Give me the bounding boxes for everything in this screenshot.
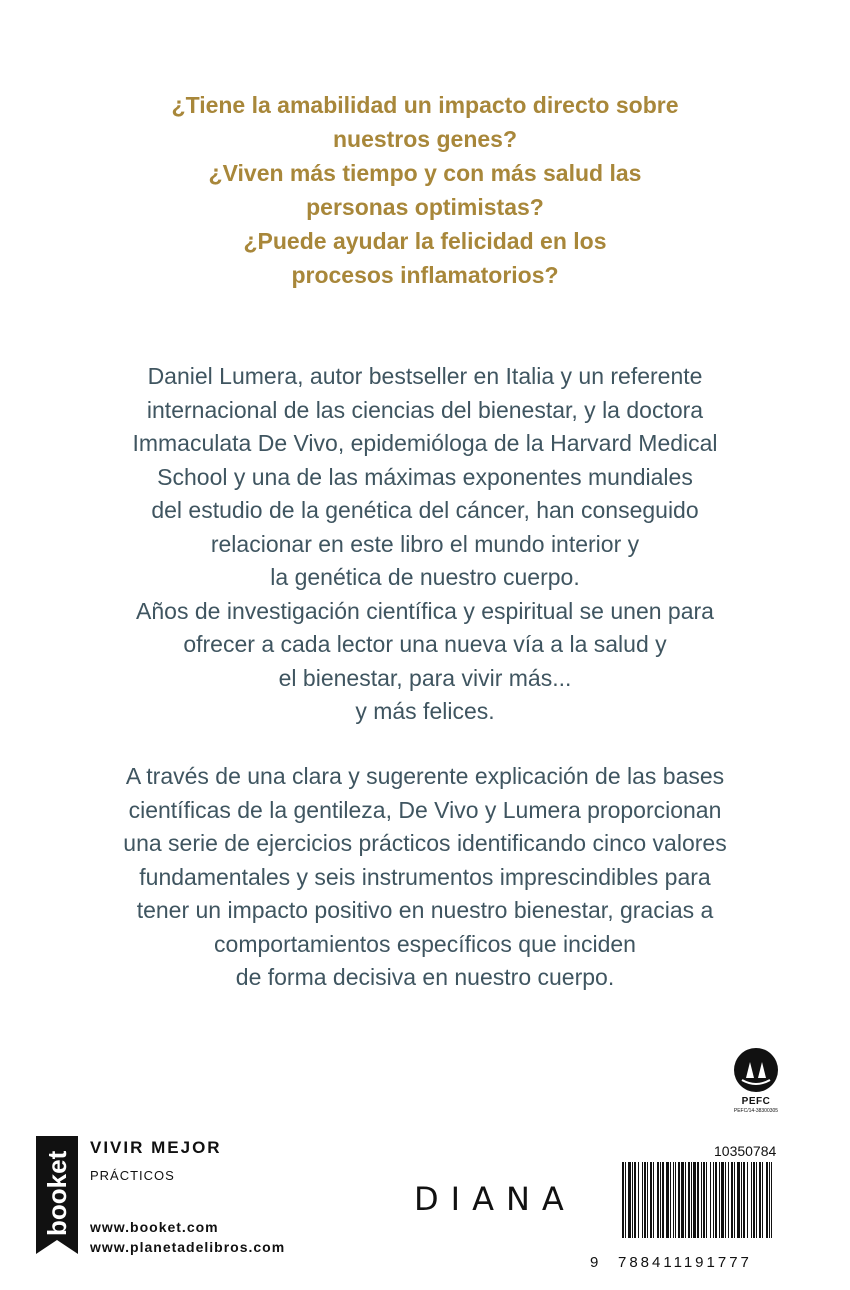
text-line: y más felices.	[355, 698, 495, 724]
text-line: internacional de las ciencias del bienestar, y la doctora	[146, 396, 704, 423]
question-line: nuestros genes?	[332, 126, 518, 152]
barcode-bar	[713, 1162, 714, 1238]
text-line: ofrecer a cada lector una nueva vía a la salud y	[183, 631, 667, 657]
barcode-bar	[756, 1162, 757, 1238]
barcode-bar	[728, 1162, 729, 1238]
barcode-bar	[681, 1162, 684, 1238]
barcode-bar	[622, 1162, 624, 1238]
barcode-bar	[710, 1162, 711, 1238]
pefc-certification-logo	[728, 1048, 784, 1114]
barcode-bar	[675, 1162, 676, 1238]
barcode-bar	[650, 1162, 652, 1238]
barcode-bar	[644, 1162, 646, 1238]
text-line: comportamientos específicos que inciden	[214, 930, 636, 957]
text-line: fundamentales y seis instrumentos imprescindibles para	[139, 863, 711, 890]
barcode-bar	[743, 1162, 745, 1238]
text-line: tener un impacto positivo en nuestro bienestar, gracias a	[136, 897, 714, 923]
booket-logo-text: booket	[42, 1150, 72, 1236]
barcode-bar	[662, 1162, 664, 1238]
text-line: relacionar en este libro el mundo interior y	[210, 530, 640, 557]
barcode-bar	[638, 1162, 639, 1238]
question-line: ¿Tiene la amabilidad un impacto directo sobre	[171, 92, 679, 118]
barcode-bar	[642, 1162, 643, 1238]
back-cover-questions	[0, 88, 850, 292]
booket-url: www.booket.com	[90, 1219, 219, 1235]
text-line: científicas de la gentileza, De Vivo y Lumera proporcionan	[128, 796, 722, 823]
question-line: procesos inflamatorios?	[291, 262, 559, 288]
barcode-bar	[634, 1162, 636, 1238]
barcode-bar	[647, 1162, 648, 1238]
barcode-bar	[751, 1162, 752, 1238]
barcode-bar	[691, 1162, 692, 1238]
barcode-bar	[721, 1162, 724, 1238]
isbn-digits: 788411191777	[618, 1254, 752, 1271]
text-line: School y una de las máximas exponentes mundiales	[157, 463, 693, 490]
barcode-bar	[759, 1162, 761, 1238]
barcode-bar	[693, 1162, 696, 1238]
barcode-bar	[625, 1162, 626, 1238]
pefc-label: PEFC	[741, 1096, 771, 1107]
barcode-bar	[706, 1162, 707, 1238]
barcode-bar	[769, 1162, 770, 1238]
barcode-bar	[653, 1162, 654, 1238]
text-line: Immaculata De Vivo, epidemióloga de la Harvard Medical	[132, 430, 718, 456]
text-line: del estudio de la genética del cáncer, han conseguido	[151, 497, 699, 523]
text-line: de forma decisiva en nuestro cuerpo.	[235, 964, 615, 990]
question-line: ¿Viven más tiempo y con más salud las	[208, 160, 642, 186]
barcode-bars	[622, 1162, 772, 1238]
series-subtitle: PRÁCTICOS	[90, 1168, 175, 1183]
barcode-bar	[673, 1162, 674, 1238]
booket-logo	[34, 1136, 78, 1254]
barcode-bar	[697, 1162, 699, 1238]
barcode-bar	[632, 1162, 633, 1238]
publisher-logo: DIANA	[414, 1180, 576, 1218]
text-line: A través de una clara y sugerente explicación de las bases	[125, 763, 725, 789]
barcode-bar	[715, 1162, 717, 1238]
reference-code: 10350784	[714, 1143, 777, 1159]
barcode-bar	[766, 1162, 768, 1238]
barcode-bar	[734, 1162, 735, 1238]
isbn-first-digit: 9	[590, 1254, 599, 1271]
pefc-code: PEFC/14-38300305	[733, 1108, 779, 1114]
text-line: la genética de nuestro cuerpo.	[270, 564, 580, 590]
question-line: personas optimistas?	[306, 194, 544, 220]
pefc-tree-icon	[734, 1048, 778, 1092]
barcode-bar	[771, 1162, 772, 1238]
barcode-bar	[678, 1162, 680, 1238]
question-line: ¿Puede ayudar la felicidad en los	[243, 228, 607, 254]
barcode-bar	[762, 1162, 763, 1238]
barcode-bar	[725, 1162, 726, 1238]
text-line: el bienestar, para vivir más...	[278, 664, 572, 691]
barcode-bar	[688, 1162, 690, 1238]
series-title: VIVIR MEJOR	[90, 1138, 222, 1157]
barcode-bar	[747, 1162, 748, 1238]
barcode-bar	[666, 1162, 669, 1238]
barcode-bar	[731, 1162, 733, 1238]
synopsis-paragraph-2	[0, 760, 850, 995]
barcode-bar	[685, 1162, 686, 1238]
barcode-bar	[660, 1162, 661, 1238]
barcode-bar	[701, 1162, 702, 1238]
barcode-bar	[719, 1162, 720, 1238]
barcode-bar	[657, 1162, 659, 1238]
text-line: una serie de ejercicios prácticos identificando cinco valores	[123, 830, 727, 856]
planeta-url: www.planetadelibros.com	[90, 1239, 286, 1255]
barcode-bar	[741, 1162, 742, 1238]
barcode-bar	[753, 1162, 755, 1238]
text-line: Daniel Lumera, autor bestseller en Italia y un referente	[147, 363, 703, 389]
barcode-bar	[670, 1162, 671, 1238]
barcode-bar	[628, 1162, 631, 1238]
barcode-bar	[737, 1162, 740, 1238]
isbn-barcode	[614, 1162, 780, 1256]
barcode-bar	[703, 1162, 705, 1238]
synopsis-paragraph-1	[0, 360, 850, 729]
text-line: Años de investigación científica y espiritual se unen para	[136, 597, 714, 624]
